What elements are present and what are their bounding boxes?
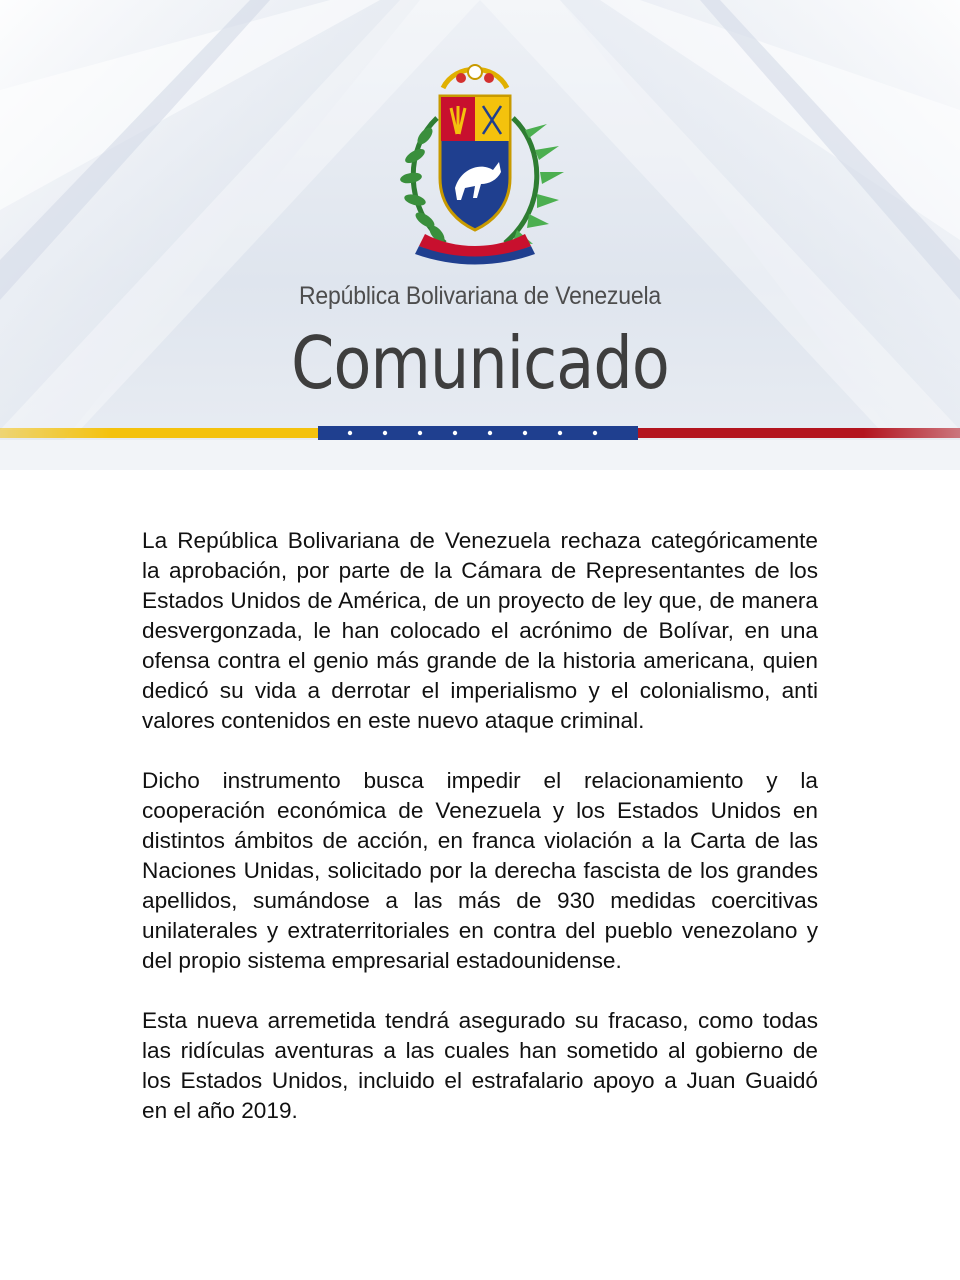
venezuela-coat-of-arms-icon [385,58,565,268]
body-paragraph: Dicho instrumento busca impedir el relacionamiento y la cooperación económica de Venezuela y los Estados Unidos en distintos ámbitos de acción, en franca violación a la Carta de las Naciones Unidas, solicitado por la derecha fascista de los grandes apellidos, sumándose a las más de 930 medidas coercitivas unilaterales y extraterritoriales en contra del pueblo venezolano y del propio sistema empresarial estadounidense. [142,768,818,973]
communique-header [0,0,960,470]
country-name: República Bolivariana de Venezuela [298,282,661,310]
page-title: Comunicado [291,321,669,405]
flag-color-strip [0,426,960,440]
body-paragraph: Esta nueva arremetida tendrá asegurado su fracaso, como todas las ridículas aventuras a las cuales han sometido al gobierno de los Estados Unidos, incluido el estrafalario apoyo a Juan Guaidó en el año 2019. [142,1008,818,1123]
communique-body [142,526,818,1156]
body-paragraph: La República Bolivariana de Venezuela rechaza categóricamente la aprobación, por parte de la Cámara de Representantes de los Estados Unidos de América, de un proyecto de ley que, de manera desvergonzada, le han colocado el acrónimo de Bolívar, en una ofensa contra el genio más grande de la historia americana, quien dedicó su vida a derrotar el imperialismo y el colonialismo, anti valores contenidos en este nuevo ataque criminal. [142,528,818,733]
